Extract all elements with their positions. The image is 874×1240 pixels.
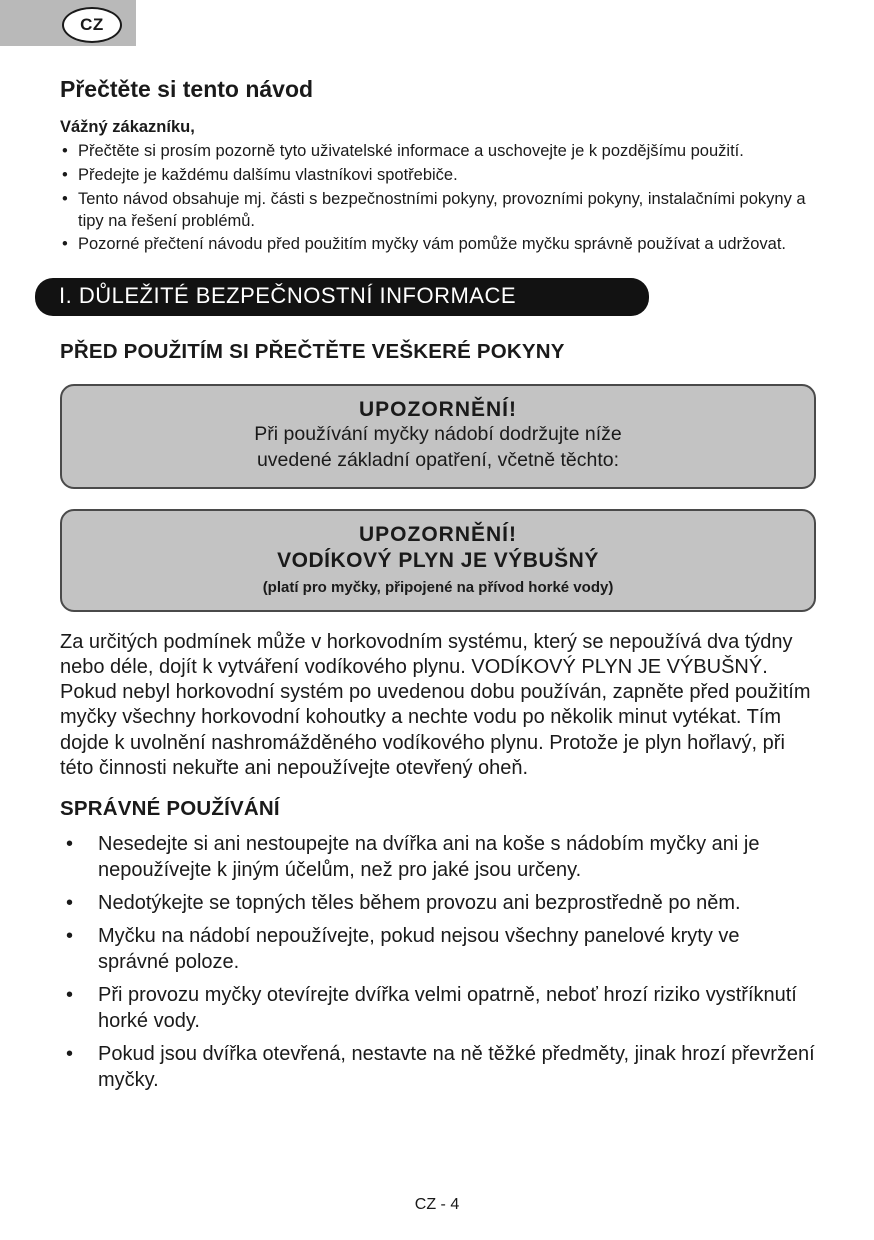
warning-note: (platí pro myčky, připojené na přívod horké vody) bbox=[262, 578, 614, 596]
list-item: • Nesedejte si ani nestoupejte na dvířka ani na koše s nádobím myčky ani je nepoužívejte k jiným účelům, než pro jaké jsou určeny. bbox=[60, 831, 816, 883]
usage-bullet-list bbox=[60, 831, 816, 1093]
warning-text-line: uvedené základní opatření, včetně těchto: bbox=[256, 448, 620, 471]
salutation: Vážný zákazníku, bbox=[60, 118, 195, 137]
hydrogen-paragraph: Za určitých podmínek může v horkovodním systému, který se nepoužívá dva týdny nebo déle, dojít k vytváření vodíkového plynu. VODÍKOVÝ PLYN JE VÝBUŠNÝ. Pokud nebyl horkovodní systém po uvedenou dobu používán, zapněte před použitím myčky všechny horkovodní kohoutky a nechte vodu po několik minut vytékat. Tím dojde k uvolnění nashromážděného vodíkového plynu. Protože je plyn hořlavý, při této činnosti nekuřte ani nepoužívejte otevřený oheň. bbox=[60, 630, 811, 779]
list-item: • Pozorné přečtení návodu před použitím myčky vám pomůže myčku správně používat a udržovat. bbox=[60, 234, 816, 256]
intro-bullet-list bbox=[60, 141, 816, 256]
warning-box-hydrogen bbox=[60, 509, 816, 612]
list-item: • Přečtěte si prosím pozorně tyto uživatelské informace a uschovejte je k pozdějšímu použití. bbox=[60, 141, 816, 163]
list-item: • Předejte je každému dalšímu vlastníkovi spotřebiče. bbox=[60, 165, 816, 187]
page-number: CZ - 4 bbox=[414, 1196, 460, 1213]
warning-title: UPOZORNĚNÍ! bbox=[359, 522, 517, 546]
read-all-heading: PŘED POUŽITÍM SI PŘEČTĚTE VEŠKERÉ POKYNY bbox=[60, 340, 565, 364]
warning-box-general bbox=[60, 384, 816, 489]
usage-heading: SPRÁVNÉ POUŽÍVÁNÍ bbox=[60, 797, 280, 821]
list-item: • Myčku na nádobí nepoužívejte, pokud nejsou všechny panelové kryty ve správné poloze. bbox=[60, 923, 816, 975]
page-title: Přečtěte si tento návod bbox=[60, 76, 314, 102]
list-item: • Tento návod obsahuje mj. části s bezpečnostními pokyny, provozními pokyny, instalačními pokyny a tipy na řešení problémů. bbox=[60, 189, 816, 233]
list-item: • Nedotýkejte se topných těles během provozu ani bezprostředně po něm. bbox=[60, 890, 816, 916]
warning-title: UPOZORNĚNÍ! bbox=[359, 398, 517, 422]
warning-text-line: Při používání myčky nádobí dodržujte níže bbox=[254, 423, 622, 446]
language-badge: CZ bbox=[62, 7, 122, 43]
list-item: • Pokud jsou dvířka otevřená, nestavte na ně těžké předměty, jinak hrozí převržení myčky. bbox=[60, 1041, 816, 1093]
page-content bbox=[60, 46, 816, 1100]
section-banner: I. DŮLEŽITÉ BEZPEČNOSTNÍ INFORMACE bbox=[35, 278, 649, 316]
list-item: • Při provozu myčky otevírejte dvířka velmi opatrně, neboť hrozí riziko vystříknutí horké vody. bbox=[60, 982, 816, 1034]
warning-subtitle: VODÍKOVÝ PLYN JE VÝBUŠNÝ bbox=[277, 548, 599, 572]
